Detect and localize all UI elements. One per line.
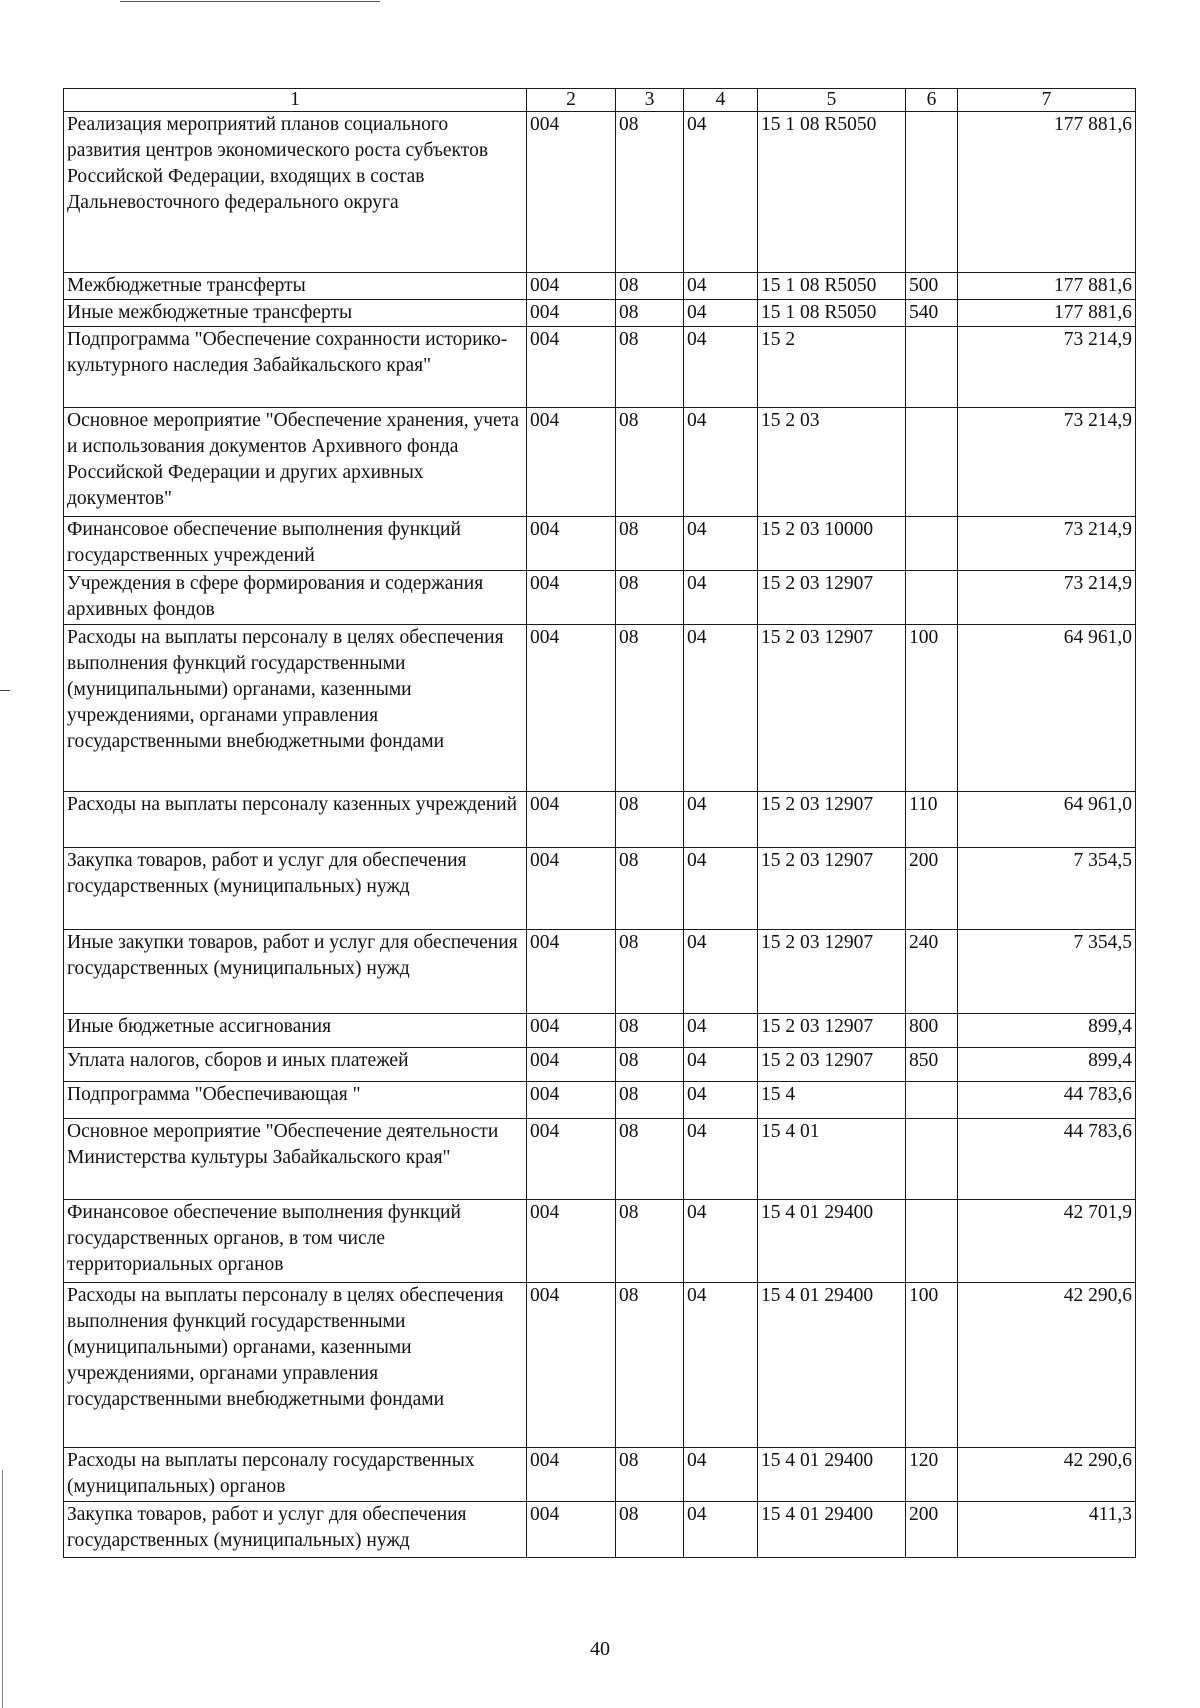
row-amount: 899,4 [958,1014,1136,1048]
table-row [64,1200,1136,1283]
table-row [64,625,1136,792]
table-row [64,1283,1136,1448]
row-code-3: 08 [616,1502,684,1558]
table-row [64,112,1136,273]
header-col-1: 1 [64,89,527,112]
table-header [64,89,1136,112]
row-code-5: 15 2 03 12907 [758,1014,906,1048]
row-code-6: 240 [906,930,958,1014]
row-code-6 [906,112,958,273]
row-amount: 42 701,9 [958,1200,1136,1283]
row-code-5: 15 2 03 12907 [758,930,906,1014]
row-code-2: 004 [527,112,616,273]
row-code-4: 04 [684,300,758,327]
row-code-4: 04 [684,1014,758,1048]
row-code-5: 15 2 03 12907 [758,571,906,625]
row-code-6: 540 [906,300,958,327]
row-code-5: 15 4 01 29400 [758,1200,906,1283]
row-code-3: 08 [616,625,684,792]
table-row [64,1048,1136,1082]
row-code-3: 08 [616,1448,684,1502]
row-name: Финансовое обеспечение выполнения функций государственных органов, в том числе территориальных органов [64,1200,527,1283]
table-body [64,112,1136,1558]
row-code-3: 08 [616,930,684,1014]
table-row [64,517,1136,571]
row-code-4: 04 [684,1448,758,1502]
row-code-3: 08 [616,517,684,571]
table-row [64,1448,1136,1502]
row-code-3: 08 [616,112,684,273]
row-amount: 7 354,5 [958,848,1136,930]
row-code-3: 08 [616,408,684,517]
row-name: Закупка товаров, работ и услуг для обеспечения государственных (муниципальных) нужд [64,1502,527,1558]
row-code-3: 08 [616,300,684,327]
row-name: Учреждения в сфере формирования и содержания архивных фондов [64,571,527,625]
row-code-4: 04 [684,112,758,273]
row-code-4: 04 [684,517,758,571]
row-amount: 73 214,9 [958,408,1136,517]
row-amount: 73 214,9 [958,517,1136,571]
row-code-3: 08 [616,327,684,408]
row-code-5: 15 2 03 [758,408,906,517]
header-col-3: 3 [616,89,684,112]
row-code-3: 08 [616,1082,684,1119]
row-code-6: 200 [906,1502,958,1558]
row-name: Основное мероприятие "Обеспечение хранения, учета и использования документов Архивного фонда Российской Федерации и других архивных документов" [64,408,527,517]
row-code-3: 08 [616,1048,684,1082]
row-code-6: 800 [906,1014,958,1048]
row-code-6 [906,1200,958,1283]
row-code-5: 15 4 01 29400 [758,1283,906,1448]
row-code-6 [906,1119,958,1200]
row-code-2: 004 [527,848,616,930]
row-code-5: 15 2 [758,327,906,408]
row-code-4: 04 [684,327,758,408]
row-name: Иные бюджетные ассигнования [64,1014,527,1048]
table-row [64,571,1136,625]
row-code-5: 15 2 03 12907 [758,1048,906,1082]
row-code-4: 04 [684,1082,758,1119]
scan-artifact-top [120,1,380,2]
row-name: Расходы на выплаты персоналу государственных (муниципальных) органов [64,1448,527,1502]
row-code-2: 004 [527,517,616,571]
row-code-5: 15 2 03 10000 [758,517,906,571]
table-row [64,273,1136,300]
row-code-2: 004 [527,625,616,792]
table-row [64,327,1136,408]
row-code-6 [906,327,958,408]
row-code-5: 15 2 03 12907 [758,792,906,848]
row-code-2: 004 [527,1048,616,1082]
row-code-4: 04 [684,571,758,625]
row-name: Межбюджетные трансферты [64,273,527,300]
row-amount: 44 783,6 [958,1082,1136,1119]
header-col-5: 5 [758,89,906,112]
row-code-2: 004 [527,1200,616,1283]
budget-table [63,88,1136,1558]
row-code-3: 08 [616,1200,684,1283]
row-code-2: 004 [527,273,616,300]
row-code-5: 15 1 08 R5050 [758,273,906,300]
row-amount: 44 783,6 [958,1119,1136,1200]
row-name: Расходы на выплаты персоналу в целях обеспечения выполнения функций государственными (муниципальными) органами, казенными учреждениями, органами управления государственными внебюджетными фондами [64,625,527,792]
row-code-2: 004 [527,930,616,1014]
row-name: Реализация мероприятий планов социального развития центров экономического роста субъектов Российской Федерации, входящих в состав Дальневосточного федерального округа [64,112,527,273]
row-amount: 64 961,0 [958,792,1136,848]
row-code-6 [906,517,958,571]
row-code-3: 08 [616,273,684,300]
row-code-5: 15 4 [758,1082,906,1119]
scan-artifact-left [0,690,10,691]
row-code-5: 15 1 08 R5050 [758,112,906,273]
table-row [64,792,1136,848]
row-code-2: 004 [527,327,616,408]
row-code-5: 15 4 01 29400 [758,1502,906,1558]
row-code-2: 004 [527,1283,616,1448]
row-amount: 411,3 [958,1502,1136,1558]
table-row [64,408,1136,517]
page-number: 40 [590,1638,610,1660]
row-code-6 [906,1082,958,1119]
row-code-4: 04 [684,273,758,300]
row-code-2: 004 [527,792,616,848]
row-name: Иные межбюджетные трансферты [64,300,527,327]
header-col-6: 6 [906,89,958,112]
row-code-4: 04 [684,1283,758,1448]
row-code-2: 004 [527,1119,616,1200]
row-amount: 73 214,9 [958,571,1136,625]
row-code-4: 04 [684,848,758,930]
row-amount: 899,4 [958,1048,1136,1082]
row-code-4: 04 [684,1502,758,1558]
row-code-4: 04 [684,930,758,1014]
header-col-2: 2 [527,89,616,112]
table-row [64,1502,1136,1558]
row-code-2: 004 [527,1082,616,1119]
row-amount: 177 881,6 [958,112,1136,273]
row-code-2: 004 [527,1502,616,1558]
row-code-6: 100 [906,625,958,792]
row-name: Подпрограмма "Обеспечение сохранности историко-культурного наследия Забайкальского края" [64,327,527,408]
row-code-5: 15 1 08 R5050 [758,300,906,327]
table-row [64,1119,1136,1200]
header-col-4: 4 [684,89,758,112]
row-amount: 7 354,5 [958,930,1136,1014]
header-row [64,89,1136,112]
row-code-4: 04 [684,408,758,517]
header-col-7: 7 [958,89,1136,112]
row-code-6 [906,408,958,517]
row-code-5: 15 4 01 [758,1119,906,1200]
row-code-4: 04 [684,792,758,848]
row-code-5: 15 4 01 29400 [758,1448,906,1502]
row-code-6: 500 [906,273,958,300]
row-amount: 73 214,9 [958,327,1136,408]
row-code-3: 08 [616,792,684,848]
row-code-6: 850 [906,1048,958,1082]
table-row [64,930,1136,1014]
table-row [64,1014,1136,1048]
row-name: Закупка товаров, работ и услуг для обеспечения государственных (муниципальных) нужд [64,848,527,930]
row-code-6: 200 [906,848,958,930]
row-name: Иные закупки товаров, работ и услуг для обеспечения государственных (муниципальных) нужд [64,930,527,1014]
row-name: Расходы на выплаты персоналу в целях обеспечения выполнения функций государственными (муниципальными) органами, казенными учреждениями, органами управления государственными внебюджетными фондами [64,1283,527,1448]
row-code-3: 08 [616,571,684,625]
row-code-4: 04 [684,1048,758,1082]
row-code-5: 15 2 03 12907 [758,625,906,792]
row-code-3: 08 [616,1283,684,1448]
row-code-6: 100 [906,1283,958,1448]
row-name: Подпрограмма "Обеспечивающая " [64,1082,527,1119]
scan-artifact-edge [2,1470,3,1708]
row-code-6: 110 [906,792,958,848]
row-code-2: 004 [527,300,616,327]
row-name: Уплата налогов, сборов и иных платежей [64,1048,527,1082]
table-row [64,300,1136,327]
row-amount: 177 881,6 [958,273,1136,300]
row-code-3: 08 [616,848,684,930]
row-code-4: 04 [684,1119,758,1200]
table-row [64,1082,1136,1119]
row-code-5: 15 2 03 12907 [758,848,906,930]
row-code-3: 08 [616,1014,684,1048]
row-code-2: 004 [527,571,616,625]
row-code-3: 08 [616,1119,684,1200]
row-code-4: 04 [684,1200,758,1283]
row-code-2: 004 [527,1014,616,1048]
row-code-6: 120 [906,1448,958,1502]
row-name: Основное мероприятие "Обеспечение деятельности Министерства культуры Забайкальского края" [64,1119,527,1200]
row-amount: 177 881,6 [958,300,1136,327]
row-amount: 42 290,6 [958,1283,1136,1448]
row-code-2: 004 [527,1448,616,1502]
row-name: Финансовое обеспечение выполнения функций государственных учреждений [64,517,527,571]
row-code-4: 04 [684,625,758,792]
row-name: Расходы на выплаты персоналу казенных учреждений [64,792,527,848]
row-amount: 42 290,6 [958,1448,1136,1502]
row-amount: 64 961,0 [958,625,1136,792]
row-code-6 [906,571,958,625]
row-code-2: 004 [527,408,616,517]
table-row [64,848,1136,930]
